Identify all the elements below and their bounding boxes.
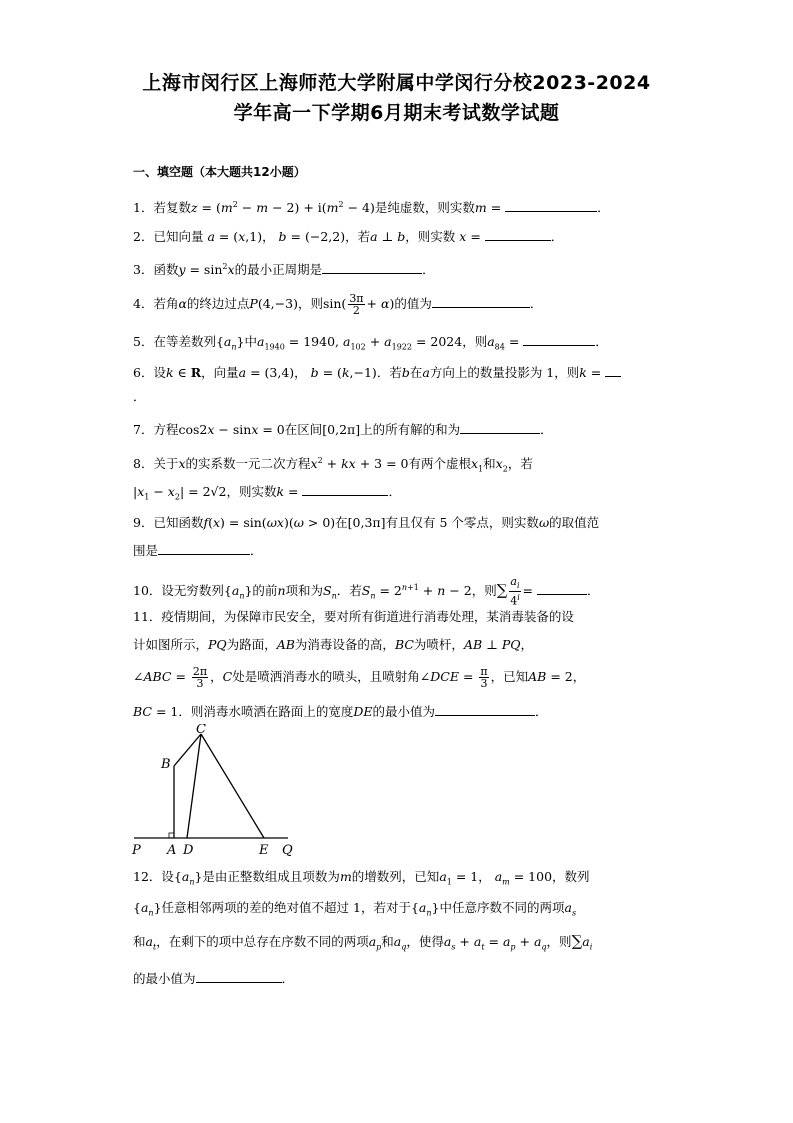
question-3: 3．函数$y = \sin^2x$的最小正周期是 ． [133, 262, 435, 278]
answer-blank[interactable] [460, 421, 540, 434]
segment-cd [187, 734, 201, 838]
question-11-line-3: ∠ABC = $\frac{2\pi}{3}$ ，C处是喷洒消毒水的喷头，且喷射角∠DCE = $\frac{\pi}{3}$ ，已知AB = 2， [133, 665, 586, 690]
answer-blank[interactable] [605, 364, 621, 377]
answer-blank[interactable] [485, 228, 551, 241]
question-12-line-2: $\{a_n\}$任意相邻两项的差的绝对值不超过 1，若对于$\{a_n\}$中任意序数不同的两项$a_s$ [133, 900, 577, 918]
answer-blank[interactable] [435, 703, 535, 716]
answer-blank[interactable] [322, 261, 422, 274]
question-5: 5．在等差数列$\{a_n\}$中$a_{1940} = 1940$, $a_{102} + a_{1922} = 2024$，则$a_{84}$ = ． [133, 334, 608, 352]
title-line-2: 学年高一下学期6月期末考试数学试题 [233, 102, 560, 124]
question-8-line-2: $|x_1 - x_2| = 2√2$，则实数k = ． [133, 484, 401, 502]
answer-blank[interactable] [523, 333, 595, 346]
question-11-line-4: BC = 1．则消毒水喷洒在路面上的宽度DE的最小值为 ． [133, 704, 548, 719]
question-1: 1．若复数$z = (m^2 - m - 2) + i(m^2 - 4)$是纯虚数，则实数m = ． [133, 200, 610, 216]
question-11-line-1: 11．疫情期间，为保障市民安全，要对所有街道进行消毒处理，某消毒装备的设 [133, 609, 574, 624]
question-9-line-2: 围是 ． [133, 543, 263, 558]
label-q: Q [282, 843, 293, 858]
segment-ce [201, 734, 264, 838]
question-11-line-2: 计如图所示，PQ为路面，AB为消毒设备的高，BC为喷杆，AB ⊥ PQ， [133, 637, 534, 652]
question-6: 6．设k ∈ R，向量a = (3,4)， b = (k,−1)．若b在a方向上的数量投影为 1，则k = [133, 364, 621, 382]
question-7: 7．方程cos2x − sinx = 0在区间[0,2π]上的所有解的和为 ． [133, 422, 553, 437]
answer-blank[interactable] [196, 970, 282, 983]
question-6-tail: ． [133, 389, 146, 404]
right-angle-mark [169, 833, 174, 838]
question-2: 2．已知向量 a = (x,1)， b = (−2,2)，若a ⊥ b，则实数 x = ． [133, 229, 564, 244]
label-e: E [259, 843, 269, 858]
spray-device-figure [130, 724, 300, 859]
question-4: 4．若角α的终边过点P(4,−3)，则sin( $\frac{3\pi}{2}$ + α)的值为 ． [133, 292, 543, 317]
question-12-line-3: 和$a_t$，在剩下的项中总存在序数不同的两项$a_p$和$a_q$，使得$a_s + a_t = a_p + a_q$，则$\sum a_i$ [133, 932, 593, 952]
question-12-line-1: 12．设$\{a_n\}$是由正整数组成且项数为m的增数列，已知$a_1 = 1$， $a_m = 100$，数列 [133, 869, 590, 887]
question-8: 8．关于x的实系数一元二次方程$x^2$ + kx + 3 = 0有两个虚根$x_1$和$x_2$，若 [133, 456, 533, 474]
answer-blank[interactable] [537, 582, 587, 595]
label-a: A [167, 843, 177, 858]
answer-blank[interactable] [505, 199, 597, 212]
question-9: 9．已知函数f(x) = sin(ωx)(ω > 0)在[0,3π]有且仅有 5 个零点，则实数ω的取值范 [133, 515, 600, 530]
title-line-1: 上海市闵行区上海师范大学附属中学闵行分校2023-2024 [142, 72, 651, 94]
label-c: C [196, 724, 206, 737]
answer-blank[interactable] [432, 295, 530, 308]
question-10: 10．设无穷数列$\{a_n\}$的前n项和为$S_n$．若$S_n = 2^{n+1} + n - 2$，则∑ $\frac{a_i}{4^i}$ = ． [133, 575, 600, 608]
answer-blank[interactable] [158, 542, 250, 555]
section-heading: 一、填空题（本大题共12小题） [133, 165, 306, 179]
answer-blank[interactable] [302, 483, 388, 496]
label-d: D [183, 843, 194, 858]
label-b: B [161, 757, 171, 772]
label-p: P [132, 843, 141, 858]
question-12-line-4: 的最小值为 ． [133, 971, 295, 986]
